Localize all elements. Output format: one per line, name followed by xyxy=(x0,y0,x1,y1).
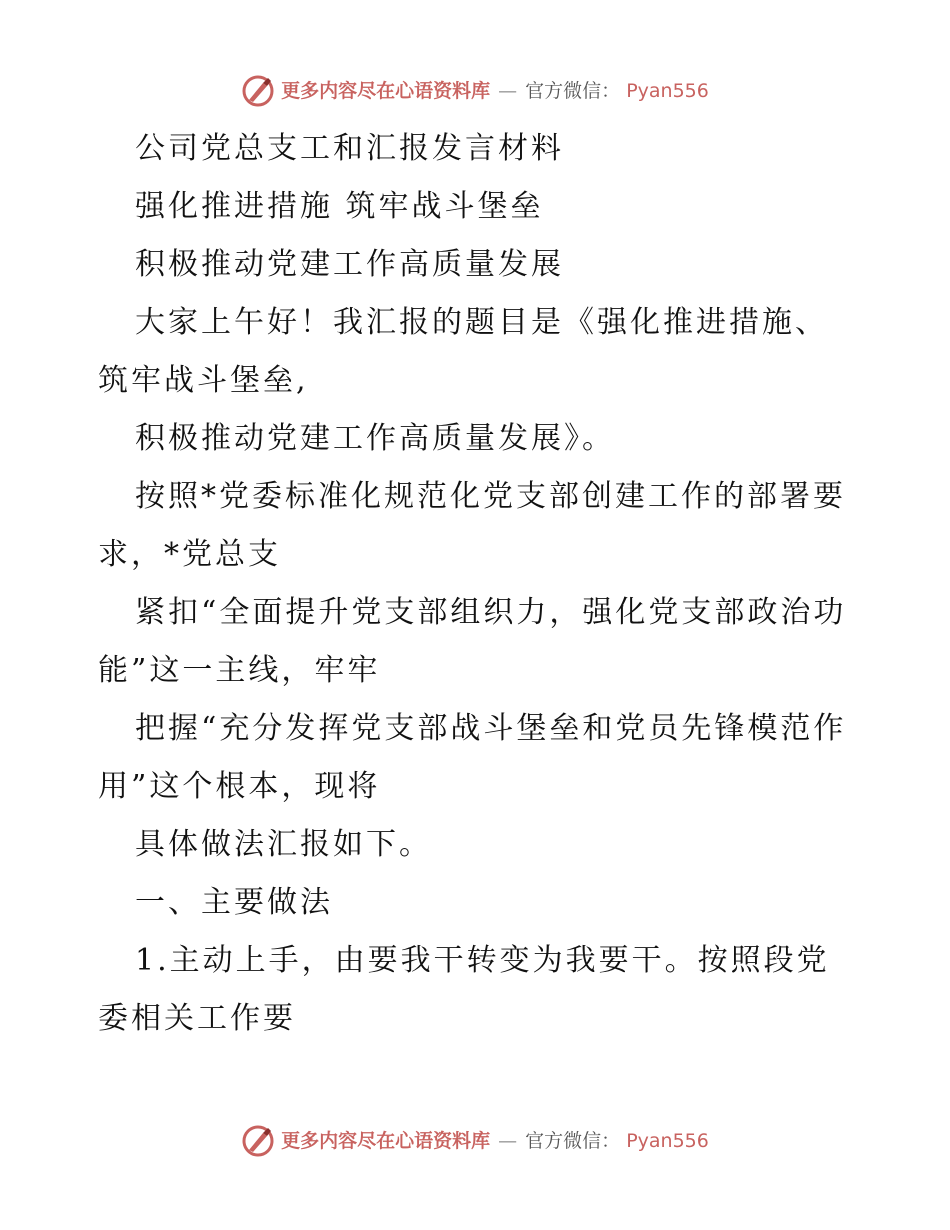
doc-paragraph: 1.主动上手，由要我干转变为我要干。按照段党委相关工作要 xyxy=(98,943,830,1036)
banner-wechat-label: 官方微信： xyxy=(525,80,621,102)
banner-main-text: 更多内容尽在心语资料库 xyxy=(281,80,491,102)
footer-watermark-banner xyxy=(0,1124,950,1158)
banner-main-text: 更多内容尽在心语资料库 xyxy=(281,1130,491,1152)
doc-title: 公司党总支工和汇报发言材料 xyxy=(135,131,564,166)
doc-section-heading: 一、主要做法 xyxy=(135,885,333,920)
doc-subtitle-2: 积极推动党建工作高质量发展 xyxy=(135,247,564,282)
doc-paragraph: 具体做法汇报如下。 xyxy=(135,827,432,862)
doc-paragraph: 紧扣“全面提升党支部组织力，强化党支部政治功能”这一主线，牢牢 xyxy=(98,595,847,688)
banner-dash: — xyxy=(498,80,518,102)
header-watermark-banner xyxy=(0,74,950,108)
doc-subtitle-1: 强化推进措施 筑牢战斗堡垒 xyxy=(135,189,544,224)
banner-wechat-label: 官方微信： xyxy=(525,1130,621,1152)
doc-paragraph: 按照*党委标准化规范化党支部创建工作的部署要求，*党总支 xyxy=(98,479,846,572)
brand-logo-icon xyxy=(241,1124,275,1158)
doc-paragraph: 积极推动党建工作高质量发展》。 xyxy=(135,421,615,456)
banner-wechat-id: Pyan556 xyxy=(626,1130,709,1152)
banner-dash: — xyxy=(498,1130,518,1152)
doc-paragraph: 大家上午好！我汇报的题目是《强化推进措施、筑牢战斗堡垒, xyxy=(98,305,828,398)
brand-logo-icon xyxy=(241,74,275,108)
banner-wechat-id: Pyan556 xyxy=(626,80,709,102)
doc-paragraph: 把握“充分发挥党支部战斗堡垒和党员先锋模范作用”这个根本，现将 xyxy=(98,711,847,804)
document-body xyxy=(98,120,858,1048)
